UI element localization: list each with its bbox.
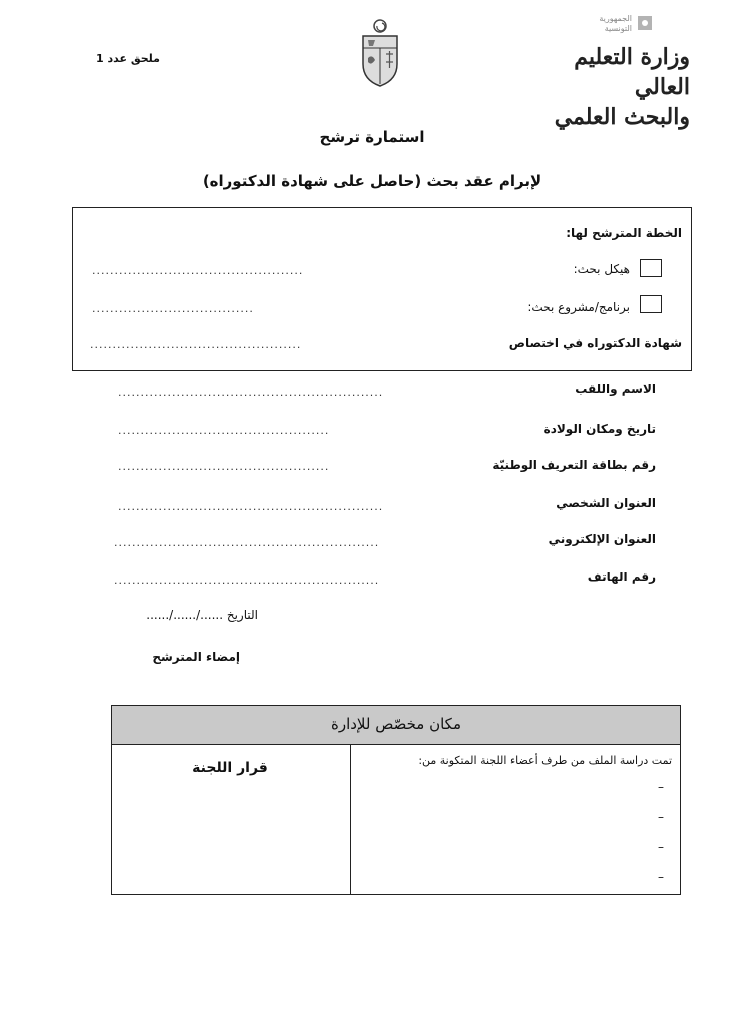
admin-divider: [350, 744, 351, 894]
research-program-dots[interactable]: ....................................: [92, 302, 254, 315]
ministry-name-line1: وزارة التعليم العالي: [574, 44, 690, 100]
address-dots[interactable]: ...........................................................: [118, 500, 384, 513]
research-program-checkbox[interactable]: [640, 295, 662, 313]
research-structure-dots[interactable]: ...............................................: [92, 264, 304, 277]
research-structure-checkbox[interactable]: [640, 259, 662, 277]
doctorate-specialty-dots[interactable]: ...............................................: [90, 338, 302, 351]
id-card-dots[interactable]: ...............................................: [118, 460, 330, 473]
ministry-name-line2: والبحث العلمي: [554, 104, 690, 130]
signature-label: إمضاء المترشح: [152, 650, 240, 664]
birth-dots[interactable]: ...............................................: [118, 424, 330, 437]
phone-dots[interactable]: ...........................................................: [114, 574, 380, 587]
annex-number: ملحق عدد 1: [96, 52, 160, 65]
committee-text: تمت دراسة الملف من طرف أعضاء اللجنة المتكونة من:: [418, 754, 672, 767]
tunisia-coat-of-arms-icon: [355, 18, 405, 88]
email-label: العنوان الإلكتروني: [548, 532, 656, 546]
committee-member-3[interactable]: –: [658, 840, 664, 854]
phone-label: رقم الهاتف: [587, 570, 656, 584]
ministry-logo: [540, 42, 690, 132]
republic-label: الجمهورية التونسية: [599, 14, 632, 33]
date-line: التاريخ ....../....../......: [146, 608, 258, 622]
id-card-label: رقم بطاقة التعريف الوطنيّة: [492, 458, 656, 472]
name-label: الاسم واللقب: [575, 382, 656, 396]
committee-member-2[interactable]: –: [658, 810, 664, 824]
admin-title: مكان مخصّص للإدارة: [330, 715, 461, 733]
committee-member-4[interactable]: –: [658, 870, 664, 884]
plan-heading: الخطة المترشح لها:: [566, 226, 682, 240]
name-dots[interactable]: ...........................................................: [118, 386, 384, 399]
doctorate-specialty-label: شهادة الدكتوراه في اختصاص: [508, 336, 682, 350]
research-structure-label: هيكل بحث:: [573, 262, 630, 276]
birth-label: تاريخ ومكان الولادة: [543, 422, 656, 436]
tunisia-flag-icon: [638, 16, 652, 30]
email-dots[interactable]: ...........................................................: [114, 536, 380, 549]
committee-decision-label: قرار اللجنة: [192, 760, 268, 776]
form-subtitle: لإبرام عقد بحث (حاصل على شهادة الدكتوراه): [202, 172, 542, 190]
research-program-label: برنامج/مشروع بحث:: [527, 300, 630, 314]
form-title: استمارة ترشح: [319, 128, 425, 146]
address-label: العنوان الشخصي: [556, 496, 656, 510]
committee-member-1[interactable]: –: [658, 780, 664, 794]
